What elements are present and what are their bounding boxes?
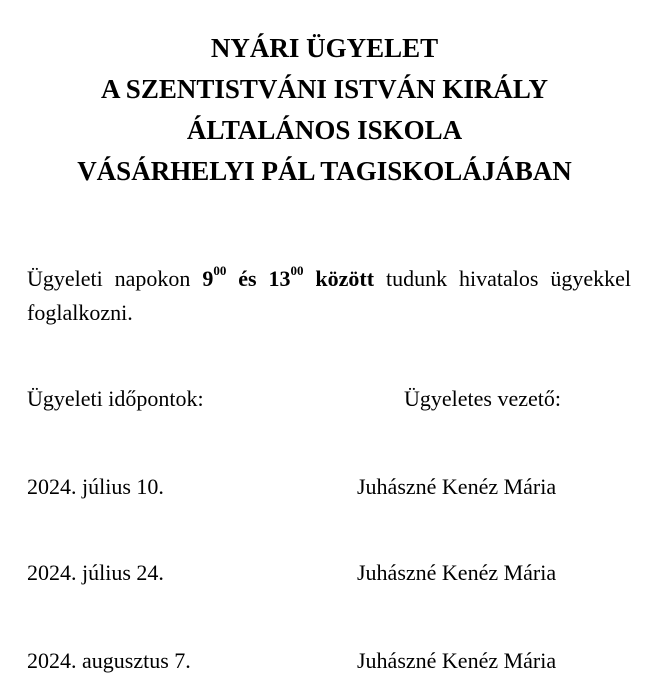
manager-header: Ügyeletes vezető: xyxy=(404,386,561,411)
schedule-row xyxy=(0,471,649,503)
duty-manager: Juhászné Kenéz Mária xyxy=(357,648,557,673)
intro-suffix: tudunk hivatalos ügyekkel foglalkozni. xyxy=(27,266,631,325)
duty-manager: Juhászné Kenéz Mária xyxy=(357,560,557,585)
end-minutes: 00 xyxy=(290,262,304,278)
title-line-4: VÁSÁRHELYI PÁL TAGISKOLÁJÁBAN xyxy=(77,156,572,186)
office-hours-time xyxy=(202,262,375,291)
duty-date: 2024. augusztus 7. xyxy=(27,648,191,673)
start-minutes: 00 xyxy=(213,262,227,278)
duty-date: 2024. július 24. xyxy=(27,560,164,585)
duty-date: 2024. július 10. xyxy=(27,474,164,499)
intro-prefix: Ügyeleti napokon xyxy=(27,266,203,291)
between-word: között xyxy=(303,266,375,291)
dates-header: Ügyeleti időpontok: xyxy=(27,386,204,411)
notice-title xyxy=(0,28,649,192)
time-connector: és xyxy=(226,266,269,291)
title-line-1: NYÁRI ÜGYELET xyxy=(210,33,439,63)
title-line-3: ÁLTALÁNOS ISKOLA xyxy=(186,115,463,145)
schedule-row xyxy=(0,645,649,677)
title-line-2: A SZENTISTVÁNI ISTVÁN KIRÁLY xyxy=(101,74,548,104)
office-hours-paragraph xyxy=(27,262,631,330)
schedule-row xyxy=(0,557,649,589)
duty-manager: Juhászné Kenéz Mária xyxy=(357,474,557,499)
end-hour: 13 xyxy=(268,266,291,291)
start-hour: 9 xyxy=(202,266,214,291)
